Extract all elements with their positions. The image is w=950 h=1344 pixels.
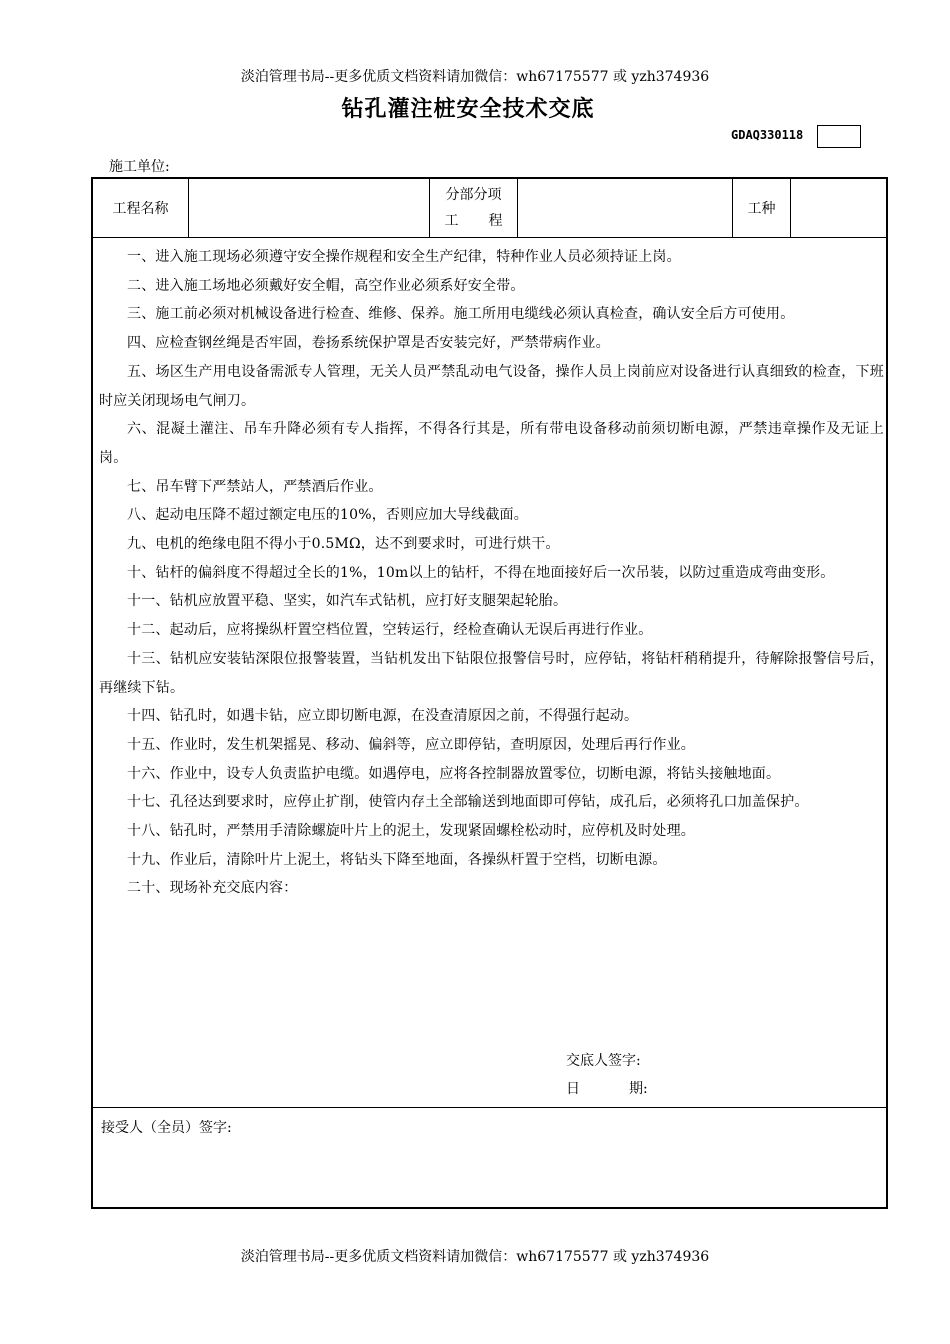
rule-item: 十七、孔径达到要求时，应停止扩削，使管内存土全部输送到地面即可停钻，成孔后，必须将孔口加盖保护。 <box>127 794 809 811</box>
rule-item: 十、钻杆的偏斜度不得超过全长的1%，10m以上的钻杆，不得在地面接好后一次吊装，以防过重造成弯曲变形。 <box>127 564 835 581</box>
rule-item: 四、应检查钢丝绳是否牢固，卷扬系统保护罩是否安装完好，严禁带病作业。 <box>127 335 610 352</box>
rule-item: 七、吊车臂下严禁站人，严禁酒后作业。 <box>127 478 383 495</box>
header-watermark-note: 淡泊管理书局--更多优质文档资料请加微信：wh67175577 或 yzh374936 <box>240 69 710 85</box>
rule-item: 十一、钻机应放置平稳、坚实，如汽车式钻机，应打好支腿架起轮胎。 <box>127 593 568 610</box>
project-name-field[interactable] <box>189 179 430 237</box>
rule-item: 十八、钻孔时，严禁用手清除螺旋叶片上的泥土，发现紧固螺栓松动时，应停机及时处理。 <box>127 823 695 840</box>
rule-item: 一、进入施工现场必须遵守安全操作规程和安全生产纪律，特种作业人员必须持证上岗。 <box>127 249 681 265</box>
disclosure-content <box>93 238 886 1108</box>
date-label-part2: 期: <box>629 1081 648 1097</box>
rule-item: 十六、作业中，设专人负责监护电缆。如遇停电，应将各控制器放置零位，切断电源，将钻头接触地面。 <box>127 765 781 782</box>
sub-project-label-line1: 分部分项 <box>445 187 502 203</box>
rule-item: 八、起动电压降不超过额定电压的10%，否则应加大导线截面。 <box>127 507 528 524</box>
construction-unit-label: 施工单位: <box>109 159 170 175</box>
sub-project-label-line2: 工程 <box>444 213 533 229</box>
rule-item: 九、电机的绝缘电阻不得小于0.5MΩ，达不到要求时，可进行烘干。 <box>127 536 560 553</box>
project-name-label: 工程名称 <box>93 179 189 237</box>
rule-item: 十三、钻机应安装钻深限位报警装置，当钻机发出下钻限位报警信号时，应停钻，将钻杆稍稍提升，待解除报警信号后，再继续下钻。 <box>99 650 884 696</box>
sub-project-label <box>430 179 533 237</box>
discloser-signature-label: 交底人签字: <box>566 1053 641 1069</box>
trade-field[interactable] <box>791 179 888 237</box>
date-label-part1: 日 <box>566 1081 580 1097</box>
rule-item: 十二、起动后，应将操纵杆置空档位置，空转运行，经检查确认无误后再进行作业。 <box>127 622 653 639</box>
rule-item: 六、混凝土灌注、吊车升降必须有专人指挥，不得各行其是，所有带电设备移动前须切断电源，严禁违章操作及无证上岗。 <box>99 421 884 466</box>
rule-item: 五、场区生产用电设备需派专人管理，无关人员严禁乱动电气设备，操作人员上岗前应对设备进行认真细致的检查，下班时应关闭现场电气闸刀。 <box>99 363 884 409</box>
form-code: GDAQ330118 <box>731 128 804 142</box>
trade-label: 工种 <box>733 179 791 237</box>
sub-project-field[interactable] <box>518 179 733 237</box>
form-header-row <box>93 179 886 238</box>
disclosure-form <box>91 177 888 1209</box>
rule-item: 三、施工前必须对机械设备进行检查、维修、保养。施工所用电缆线必须认真检查，确认安全后方可使用。 <box>127 306 795 323</box>
form-code-box[interactable] <box>817 125 861 148</box>
rule-item: 二、进入施工场地必须戴好安全帽，高空作业必须系好安全带。 <box>127 277 525 294</box>
page-title: 钻孔灌注桩安全技术交底 <box>341 97 595 122</box>
safety-rules-list <box>99 243 884 903</box>
disclosure-date <box>566 1078 648 1098</box>
rule-item: 十四、钻孔时，如遇卡钻，应立即切断电源，在没查清原因之前，不得强行起动。 <box>127 708 639 725</box>
receiver-signature-label: 接受人（全员）签字: <box>101 1120 232 1136</box>
rule-item: 十五、作业时，发生机架摇晃、移动、偏斜等，应立即停钻，查明原因，处理后再行作业。 <box>127 736 695 753</box>
rule-item: 十九、作业后，清除叶片上泥土，将钻头下降至地面，各操纵杆置于空档，切断电源。 <box>127 851 667 868</box>
footer-watermark-note: 淡泊管理书局--更多优质文档资料请加微信：wh67175577 或 yzh374936 <box>240 1249 710 1265</box>
rule-item: 二十、现场补充交底内容： <box>127 880 298 897</box>
